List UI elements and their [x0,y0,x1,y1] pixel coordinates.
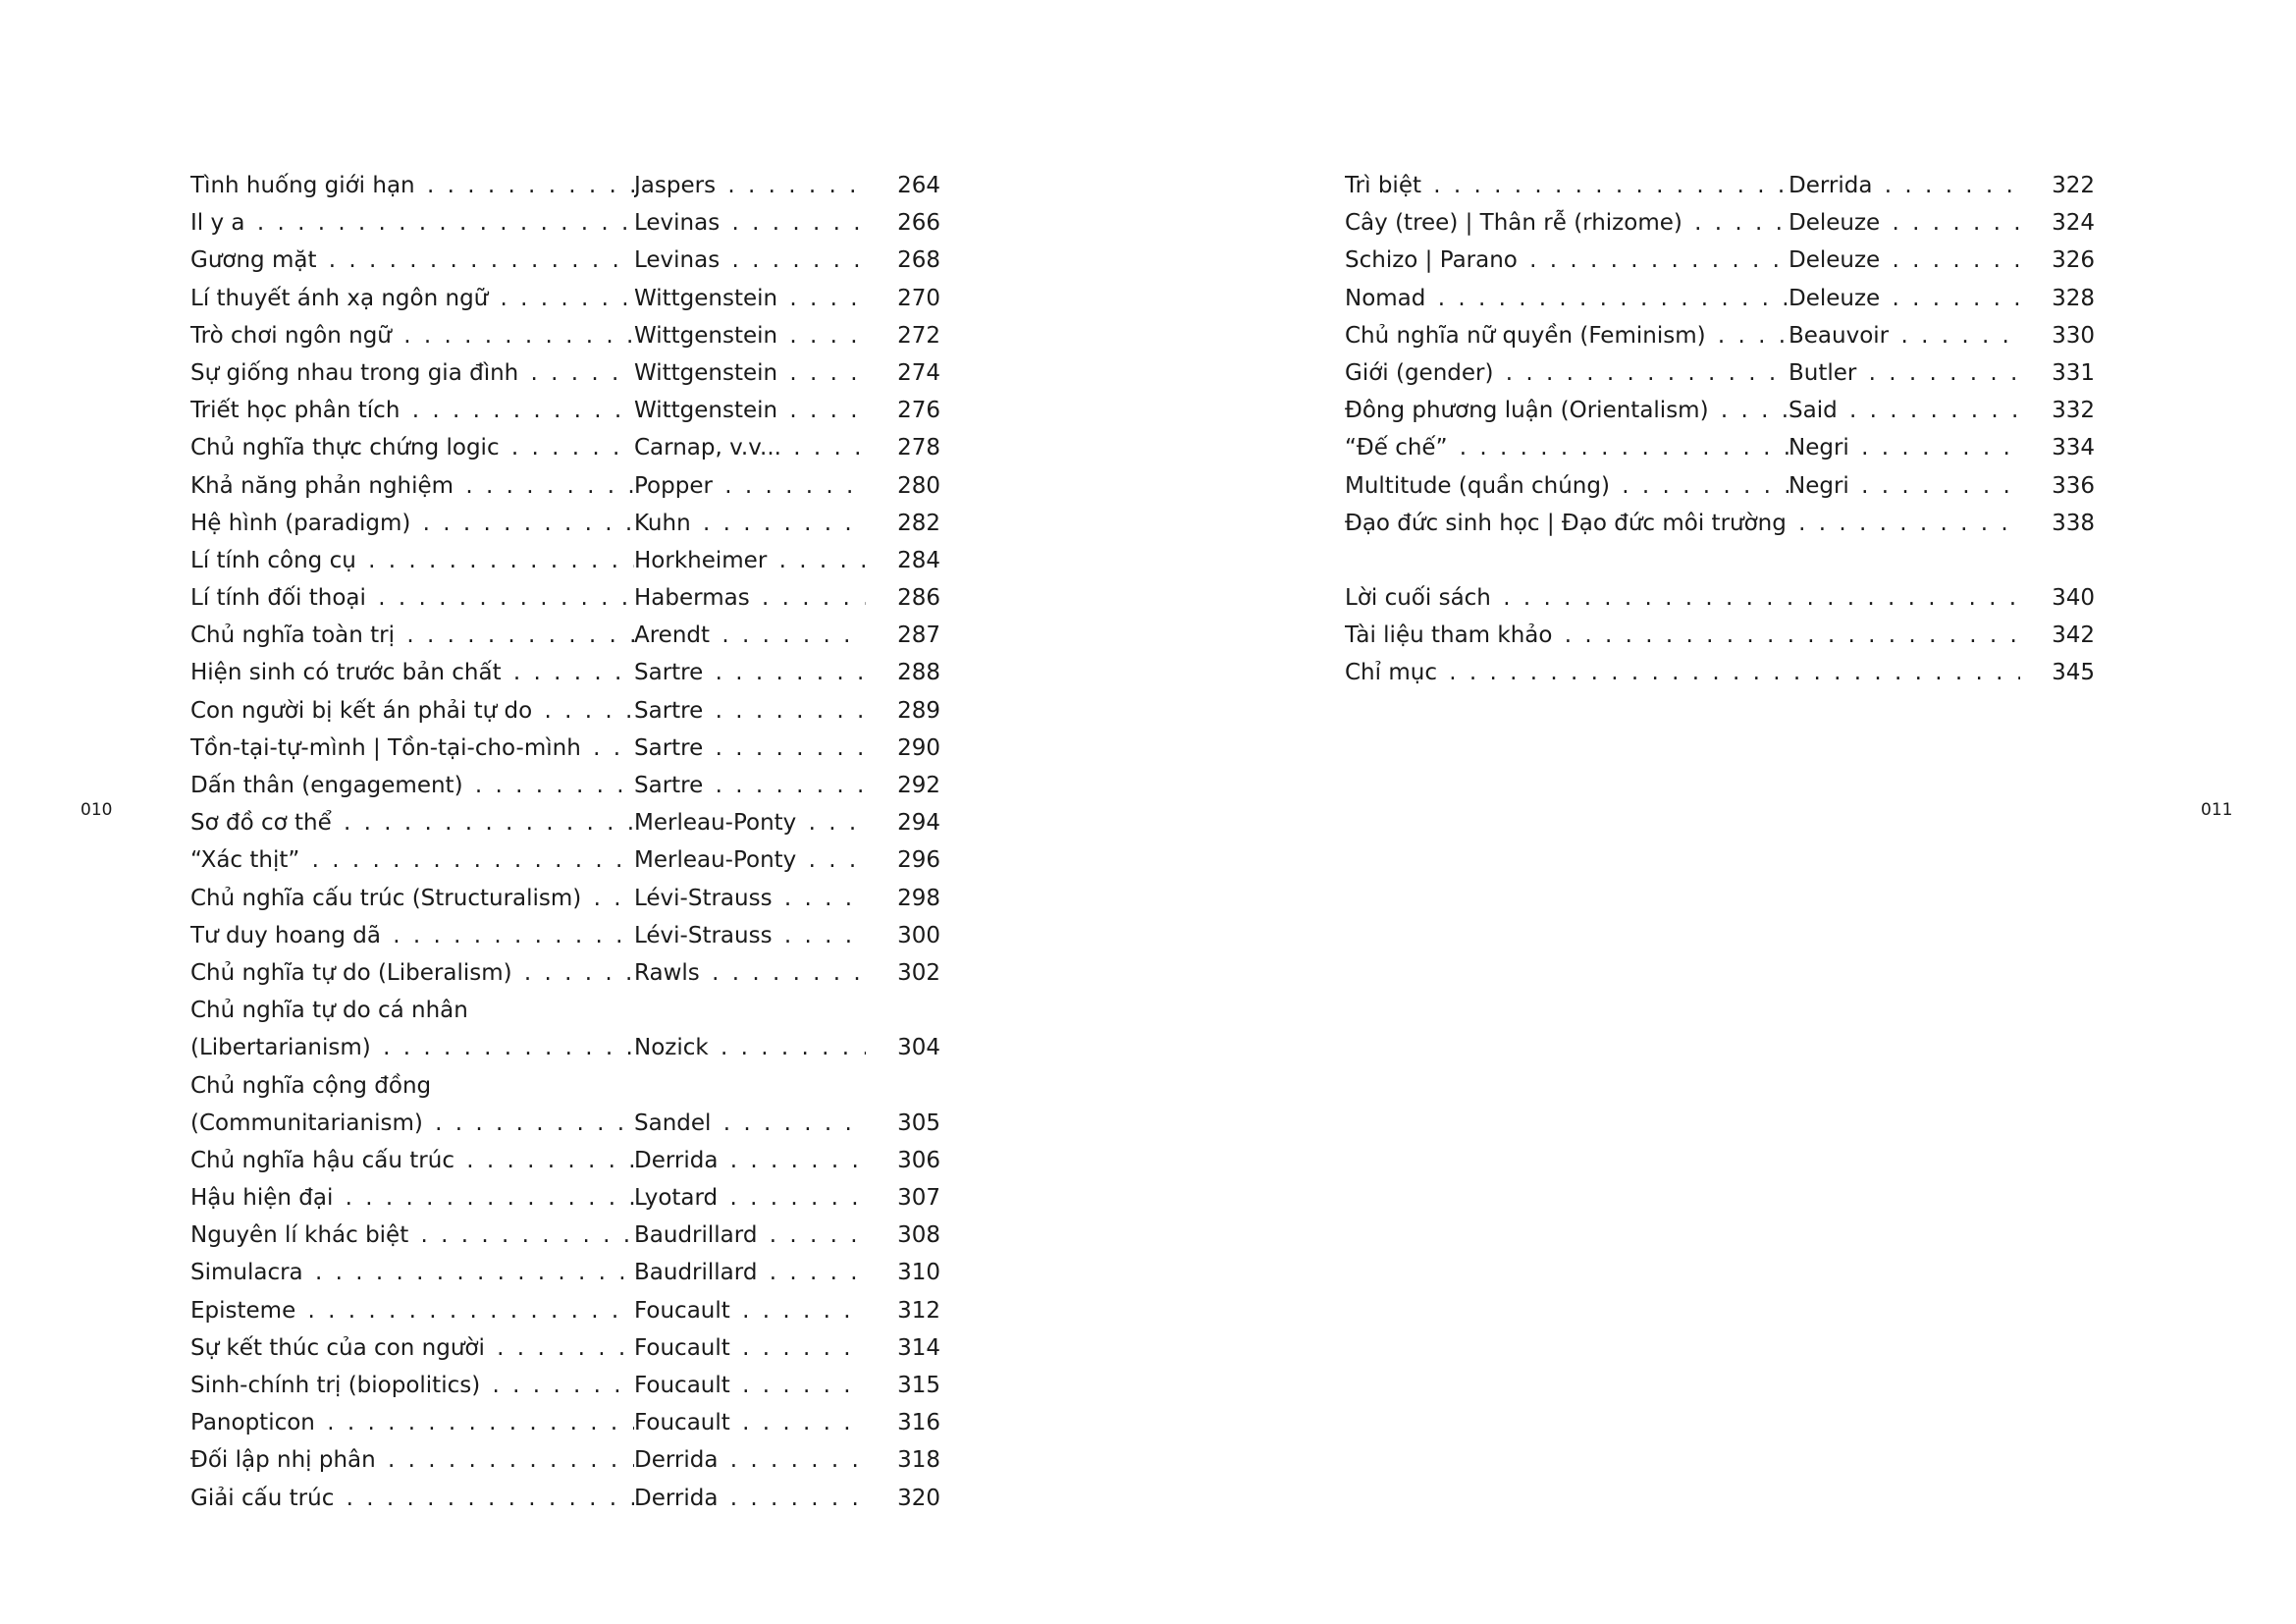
toc-topic: Hiện sinh có trước bản chất [190,660,502,686]
toc-page-number: 312 [897,1297,940,1324]
toc-topic: Tồn-tại-tự-mình | Tồn-tại-cho-mình [190,734,581,761]
toc-page-number: 286 [897,585,940,612]
toc-author: Popper [634,472,713,499]
toc-author: Negri [1789,472,1849,499]
page-number: 010 [80,800,113,820]
toc-page-number: 324 [2052,210,2095,237]
toc-page-number: 302 [897,959,940,986]
toc-page-number: 330 [2052,322,2095,349]
toc-author: Merleau-Ponty [634,847,797,874]
toc-topic: Đối lập nhị phân [190,1447,376,1474]
toc-topic: Khả năng phản nghiệm [190,472,454,499]
toc-author: Horkheimer [634,547,768,573]
toc-topic: Episteme [190,1297,296,1324]
toc-page-number: 292 [897,773,940,798]
toc-author: Baudrillard [634,1260,758,1286]
toc-author: Derrida [634,1485,719,1511]
toc-page-number: 278 [897,435,940,461]
toc-topic: Lí tính công cụ [190,547,356,573]
toc-author: Rawls [634,959,700,986]
toc-page-number: 315 [897,1373,940,1398]
toc-author: Derrida [634,1147,719,1173]
toc-page-number: 314 [897,1334,940,1361]
toc-author: Foucault [634,1410,730,1436]
toc-topic: Panopticon [190,1410,315,1436]
toc-page-number: 272 [897,322,940,349]
toc-page-number: 342 [2052,623,2095,649]
toc-topic: Chủ nghĩa hậu cấu trúc [190,1147,454,1173]
toc-topic: Chủ nghĩa toàn trị [190,623,396,649]
toc-author: Said [1789,398,1838,424]
toc-author: Foucault [634,1297,730,1324]
toc-page-number: 326 [2052,247,2095,274]
toc-author: Lévi-Strauss [634,922,773,948]
toc-topic: Sự giống nhau trong gia đình [190,359,519,386]
toc-author: Derrida [634,1447,719,1474]
toc-author: Carnap, v.v... [634,435,781,461]
toc-topic: Đạo đức sinh học | Đạo đức môi trường [1345,510,1787,536]
toc-author: Baudrillard [634,1222,758,1249]
toc-author: Kuhn [634,510,691,536]
toc-topic: Chủ nghĩa cấu trúc (Structuralism) [190,885,582,911]
toc-author: Deleuze [1789,285,1881,311]
toc-page-number: 338 [2052,510,2095,536]
toc-author: Sartre [634,660,704,686]
toc-topic: Lí tính đối thoại [190,585,366,612]
toc-page-number: 288 [897,660,940,686]
toc-author: Deleuze [1789,247,1881,274]
toc-page-number: 304 [897,1035,940,1061]
toc-author: Merleau-Ponty [634,810,797,837]
toc-page-number: 266 [897,210,940,237]
right-page [1148,0,2296,1624]
toc-topic: (Communitarianism) [190,1110,423,1136]
toc-topic: Hệ hình (paradigm) [190,510,411,536]
toc-topic: Gương mặt [190,247,317,274]
toc-topic: Triết học phân tích [190,398,400,424]
toc-page-number: 328 [2052,285,2095,311]
toc-author: Wittgenstein [634,359,778,386]
toc-topic: Đông phương luận (Orientalism) [1345,398,1709,424]
toc-page-number: 310 [897,1260,940,1286]
toc-page-number: 296 [897,847,940,874]
toc-topic: Nguyên lí khác biệt [190,1222,409,1249]
toc-page-number: 290 [897,734,940,761]
toc-topic: Tài liệu tham khảo [1345,623,1553,649]
toc-topic: Nomad [1345,285,1426,311]
toc-author: Negri [1789,435,1849,461]
toc-page-number: 276 [897,398,940,424]
toc-author: Butler [1789,359,1857,386]
toc-topic: Sơ đồ cơ thể [190,810,332,837]
toc-page-number: 287 [897,623,940,649]
toc-topic: Tư duy hoang dã [190,922,381,948]
toc-topic: Il y a [190,210,245,237]
toc-author: Nozick [634,1035,709,1061]
toc-topic: Giải cấu trúc [190,1485,335,1511]
toc-topic-line1: Chủ nghĩa tự do cá nhân [190,998,468,1024]
toc-author: Levinas [634,210,721,237]
toc-page-number: 300 [897,922,940,948]
toc-page-number: 280 [897,472,940,499]
toc-page-number: 298 [897,885,940,911]
toc-author: Derrida [1789,173,1873,198]
toc-page-number: 340 [2052,585,2095,612]
toc-topic-line1: Chủ nghĩa cộng đồng [190,1072,432,1099]
toc-page-number: 289 [897,697,940,724]
toc-author: Lévi-Strauss [634,885,773,911]
toc-author: Arendt [634,623,711,649]
toc-author: Foucault [634,1334,730,1361]
toc-page-number: 320 [897,1485,940,1511]
toc-author: Jaspers [634,173,717,198]
toc-page-number: 294 [897,810,940,837]
toc-page-number: 316 [897,1410,940,1436]
toc-author: Sartre [634,773,704,798]
toc-page-number: 345 [2052,660,2095,686]
toc-author: Wittgenstein [634,322,778,349]
toc-topic: Chủ nghĩa nữ quyền (Feminism) [1345,322,1706,349]
toc-topic: Chủ nghĩa thực chứng logic [190,435,500,461]
toc-topic: Chủ nghĩa tự do (Liberalism) [190,959,512,986]
toc-author: Lyotard [634,1185,719,1212]
toc-topic: Simulacra [190,1260,303,1286]
toc-author: Levinas [634,247,721,274]
toc-page-number: 274 [897,359,940,386]
toc-author: Wittgenstein [634,285,778,311]
toc-author: Sandel [634,1110,712,1136]
toc-topic: Tình huống giới hạn [190,173,415,198]
toc-author: Foucault [634,1373,730,1398]
toc-topic: “Đế chế” [1345,435,1448,461]
toc-author: Wittgenstein [634,398,778,424]
toc-page-number: 306 [897,1147,940,1173]
toc-page-number: 282 [897,510,940,536]
toc-page-number: 334 [2052,435,2095,461]
toc-topic: Lí thuyết ánh xạ ngôn ngữ [190,285,489,311]
toc-topic: Lời cuối sách [1345,585,1491,612]
toc-page-number: 318 [897,1447,940,1474]
toc-author: Deleuze [1789,210,1881,237]
toc-topic: Hậu hiện đại [190,1185,334,1212]
toc-topic: Schizo | Parano [1345,247,1518,274]
toc-page-number: 308 [897,1222,940,1249]
toc-topic: Sự kết thúc của con người [190,1334,485,1361]
toc-page-number: 307 [897,1185,940,1212]
toc-page-number: 284 [897,547,940,573]
toc-author: Habermas [634,585,750,612]
toc-page-number: 268 [897,247,940,274]
toc-topic: Trò chơi ngôn ngữ [190,322,392,349]
toc-page-number: 331 [2052,359,2095,386]
toc-topic: Cây (tree) | Thân rễ (rhizome) [1345,210,1682,237]
toc-page-number: 336 [2052,472,2095,499]
toc-topic: Chỉ mục [1345,660,1437,686]
toc-topic: Con người bị kết án phải tự do [190,697,533,724]
toc-page-number: 270 [897,285,940,311]
toc-topic: Dấn thân (engagement) [190,773,463,798]
toc-page-number: 322 [2052,173,2095,198]
toc-page-number: 264 [897,173,940,198]
toc-topic: Giới (gender) [1345,359,1494,386]
page-number: 011 [2201,800,2233,820]
toc-topic: “Xác thịt” [190,847,300,874]
toc-topic: Sinh-chính trị (biopolitics) [190,1373,481,1398]
toc-author: Sartre [634,697,704,724]
toc-author: Sartre [634,734,704,761]
toc-author: Beauvoir [1789,322,1890,349]
toc-page-number: 305 [897,1110,940,1136]
toc-topic: Trì biệt [1345,173,1421,198]
toc-topic: Multitude (quần chúng) [1345,472,1610,499]
toc-page-number: 332 [2052,398,2095,424]
toc-topic: (Libertarianism) [190,1035,371,1061]
